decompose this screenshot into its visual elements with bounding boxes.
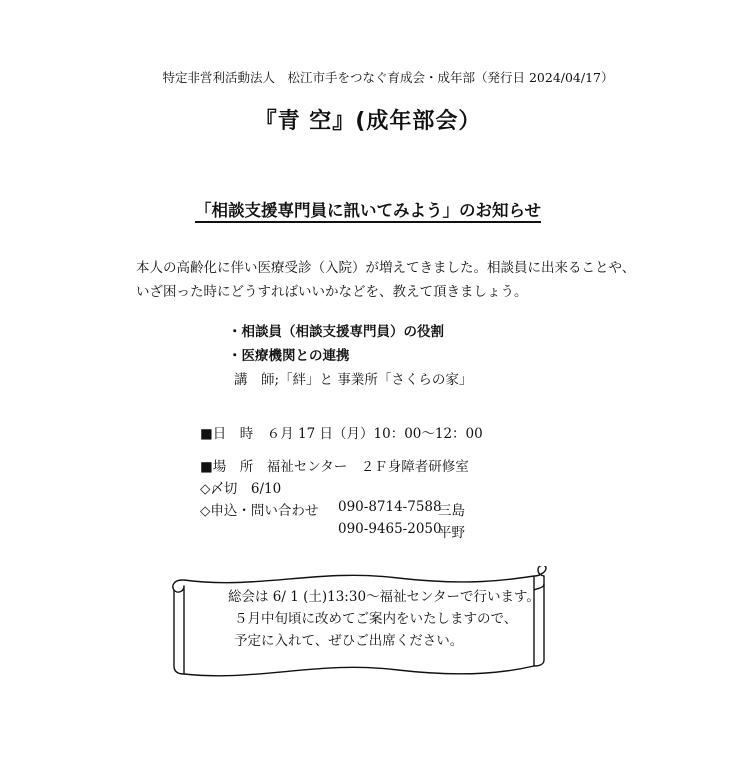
contact-name-1: 三島 bbox=[438, 503, 465, 519]
intro-paragraph bbox=[136, 256, 635, 304]
contact-name-2: 平野 bbox=[438, 525, 465, 541]
intro-line-1: 本人の高齢化に伴い医療受診（入院）が増えてきました。相談員に出来ることや、 bbox=[136, 260, 636, 276]
scroll-line-1: 総会は 6/ 1 (土)13:30〜福祉センターで行います。 bbox=[228, 589, 540, 605]
lecturer-info: 講 師;「絆」と 事業所「さくらの家」 bbox=[234, 372, 473, 388]
topic-item-medical: ・医療機関との連携 bbox=[228, 348, 350, 364]
scroll-message bbox=[228, 586, 540, 652]
topic-list bbox=[228, 320, 472, 392]
newsletter-title: 『青 空』(成年部会） bbox=[254, 109, 482, 134]
scroll-line-2: ５月中旬頃に改めてご案内をいたしますので、 bbox=[234, 611, 518, 627]
event-place: ■場 所 福祉センター ２Ｆ身障者研修室 bbox=[200, 459, 469, 475]
notice-title bbox=[0, 197, 736, 221]
contact-phone-1: 090-8714-7588 bbox=[338, 499, 442, 515]
event-datetime: ■日 時 ６月 17 日（月）10：00〜12：00 bbox=[200, 426, 483, 442]
organization-header: 特定非営利活動法人 松江市手をつなぐ育成会・成年部（発行日 2024/04/17） bbox=[162, 70, 614, 85]
scroll-line-3: 予定に入れて、ぜひご出席ください。 bbox=[234, 633, 464, 649]
contact-label: ◇申込・問い合わせ bbox=[200, 503, 319, 519]
intro-line-2: いざ困った時にどうすればいいかなどを、教えて頂きましょう。 bbox=[136, 284, 528, 300]
deadline: ◇〆切 6/10 bbox=[200, 481, 282, 497]
contact-phone-2: 090-9465-2050 bbox=[338, 521, 442, 537]
topic-item-role: ・相談員（相談支援専門員）の役割 bbox=[228, 324, 444, 340]
notice-title-text: 「相談支援専門員に訊いてみよう」のお知らせ bbox=[194, 201, 541, 220]
